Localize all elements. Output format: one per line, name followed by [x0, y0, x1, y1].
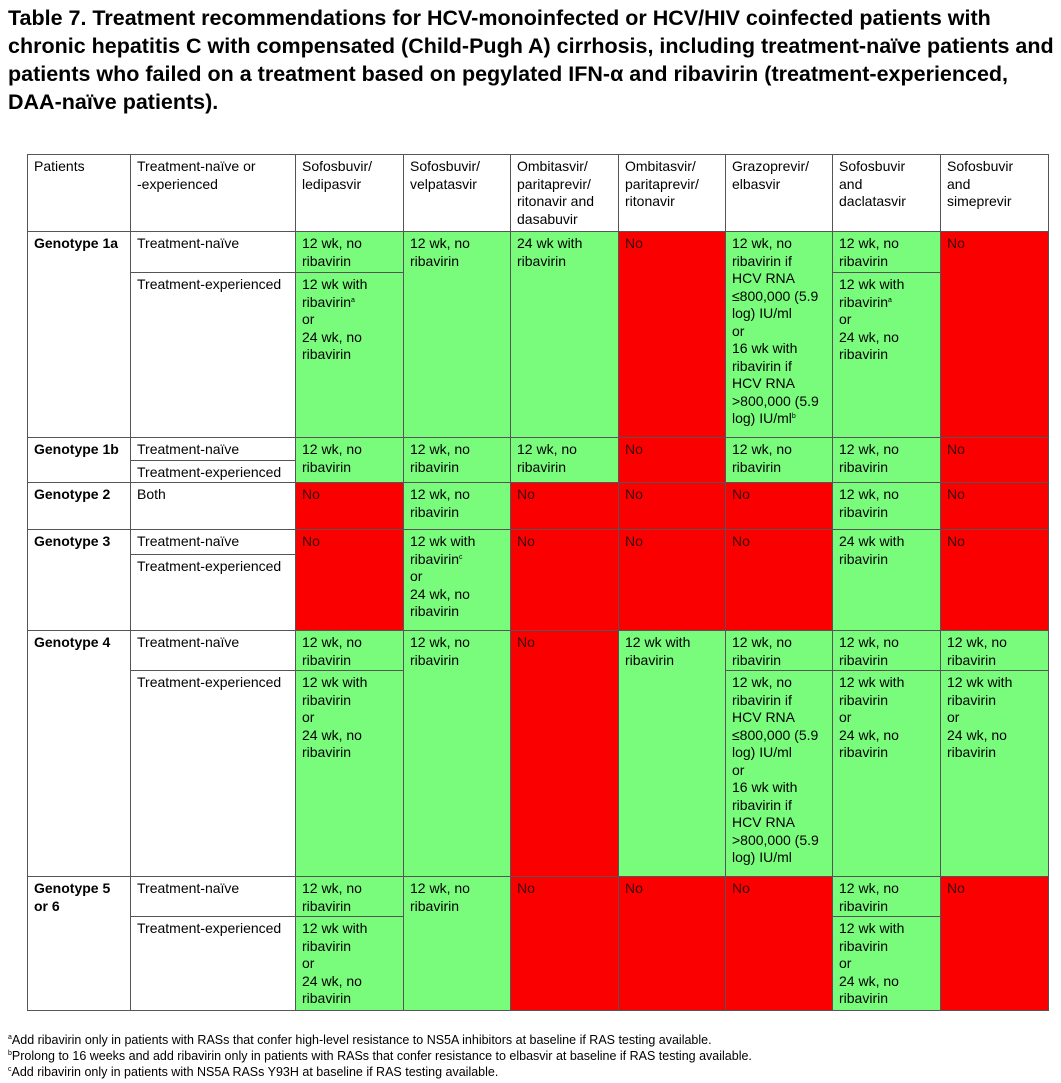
genotype-2-label: Genotype 2 — [28, 483, 131, 530]
cell-not-recommended: No — [511, 877, 619, 1011]
cell-recommended: 12 wk, no ribavirin — [404, 483, 511, 530]
genotype-1a-label: Genotype 1a — [28, 232, 131, 438]
status-naive: Treatment-naïve — [131, 877, 296, 917]
cell-not-recommended: No — [726, 530, 833, 631]
cell-not-recommended: No — [619, 483, 726, 530]
cell-not-recommended: No — [726, 483, 833, 530]
cell-not-recommended: No — [941, 877, 1049, 1011]
cell-recommended: 12 wk with ribavirin — [619, 631, 726, 877]
cell-not-recommended: No — [726, 877, 833, 1011]
status-naive: Treatment-naïve — [131, 631, 296, 671]
cell-recommended: 12 wk, no ribavirin — [833, 631, 941, 671]
header-patients: Patients — [28, 155, 131, 232]
cell-not-recommended: No — [941, 483, 1049, 530]
cell-not-recommended: No — [296, 483, 404, 530]
footnote-marker-c: c — [8, 1066, 12, 1073]
cell-recommended: 12 wk with ribavirin or 24 wk, no ribavirin — [296, 917, 404, 1011]
footnote-marker-a: a — [8, 1034, 12, 1041]
cell-recommended: 12 wk with ribavirin$^c$ or 24 wk, no ribavirin — [404, 530, 511, 631]
table-row — [28, 530, 1049, 555]
genotype-5-6-label: Genotype 5 or 6 — [28, 877, 131, 1011]
cell-not-recommended: No — [296, 530, 404, 631]
cell-recommended: 12 wk, no ribavirin — [726, 631, 833, 671]
cell-recommended: 12 wk with ribavirin or 24 wk, no ribavirin — [941, 671, 1049, 877]
cell-recommended: 12 wk, no ribavirin — [833, 877, 941, 917]
cell-not-recommended: No — [941, 438, 1049, 483]
cell-recommended: 12 wk, no ribavirin — [296, 631, 404, 671]
cell-recommended: 12 wk, no ribavirin — [511, 438, 619, 483]
status-naive: Treatment-naïve — [131, 438, 296, 461]
table-row — [28, 438, 1049, 461]
cell-not-recommended: No — [619, 232, 726, 438]
footnote-mark-c: c — [459, 553, 463, 561]
cell-recommended: 12 wk with ribavirin or 24 wk, no ribavirin — [296, 671, 404, 877]
header-sofosbuvir-ledipasvir: Sofosbuvir/ ledipasvir — [296, 155, 404, 232]
status-both: Both — [131, 483, 296, 530]
status-experienced: Treatment-experienced — [131, 555, 296, 631]
cell-recommended: 24 wk with ribavirin — [833, 530, 941, 631]
footnote-a: $^a$Add ribavirin only in patients with RASs that confer high-level resistance to NS5A inhibitors at baseline if RAS testing available. — [8, 1033, 712, 1047]
table-title: Table 7. Treatment recommendations for HCV-monoinfected or HCV/HIV coinfected patients with chronic hepatitis C with compensated (Child-Pugh A) cirrhosis, including treatment-naïve patients and patients who failed on a treatment based on pegylated IFN-α and ribavirin (treatment-experienced, DAA-naïve patients). — [8, 6, 1054, 114]
table-row — [28, 483, 1049, 530]
status-naive: Treatment-naïve — [131, 232, 296, 273]
footnote-mark-b: b — [791, 413, 796, 420]
cell-recommended: 12 wk, no ribavirin — [404, 438, 511, 483]
footnotes — [8, 1032, 752, 1080]
cell-not-recommended: No — [511, 530, 619, 631]
treatment-table — [27, 154, 1049, 1011]
cell-recommended: 12 wk, no ribavirin if HCV RNA ≤800,000 (5.9 log) IU/ml or 16 wk with ribavirin if HCV RNA >800,000 (5.9 log) IU/ml — [726, 671, 833, 877]
cell-not-recommended: No — [941, 232, 1049, 438]
header-sofosbuvir-simeprevir: Sofosbuvir and simeprevir — [941, 155, 1049, 232]
cell-recommended: 12 wk with ribavirin$^a$ or 24 wk, no ribavirin — [296, 273, 404, 438]
cell-recommended: 12 wk, no ribavirin — [833, 438, 941, 483]
genotype-1b-label: Genotype 1b — [28, 438, 131, 483]
status-experienced: Treatment-experienced — [131, 671, 296, 877]
cell-recommended: 24 wk with ribavirin — [511, 232, 619, 438]
cell-recommended: 12 wk, no ribavirin — [404, 631, 511, 877]
cell-not-recommended: No — [511, 631, 619, 877]
cell-recommended: 12 wk with ribavirin or 24 wk, no ribavirin — [833, 671, 941, 877]
table-row — [28, 877, 1049, 917]
cell-recommended: 12 wk, no ribavirin — [296, 438, 404, 483]
cell-recommended: 12 wk, no ribavirin — [296, 232, 404, 273]
cell-recommended: 12 wk, no ribavirin — [296, 877, 404, 917]
footnote-mark-a: a — [888, 296, 892, 304]
cell-recommended: 12 wk, no ribavirin — [726, 438, 833, 483]
header-ombitasvir-dasabuvir: Ombitasvir/ paritaprevir/ ritonavir and dasabuvir — [511, 155, 619, 232]
footnote-c: $^c$Add ribavirin only in patients with NS5A RASs Y93H at baseline if RAS testing available. — [8, 1065, 499, 1079]
cell-not-recommended: No — [619, 438, 726, 483]
status-naive: Treatment-naïve — [131, 530, 296, 555]
cell-recommended: 12 wk, no ribavirin if HCV RNA ≤800,000 (5.9 log) IU/ml or 16 wk with ribavirin if HCV RNA >800,000 (5.9 log) $IU/ml^b$ — [726, 232, 833, 438]
footnote-marker-b: b — [8, 1050, 12, 1057]
status-experienced: Treatment-experienced — [131, 917, 296, 1011]
cell-recommended: 12 wk, no ribavirin — [404, 877, 511, 1011]
genotype-3-label: Genotype 3 — [28, 530, 131, 631]
header-grazoprevir-elbasvir: Grazoprevir/ elbasvir — [726, 155, 833, 232]
cell-not-recommended: No — [619, 877, 726, 1011]
cell-recommended: 12 wk, no ribavirin — [941, 631, 1049, 671]
header-sofosbuvir-daclatasvir: Sofosbuvir and daclatasvir — [833, 155, 941, 232]
header-status: Treatment-naïve or -experienced — [131, 155, 296, 232]
cell-recommended: 12 wk with ribavirin$^a$ or 24 wk, no ribavirin — [833, 273, 941, 438]
header-row — [28, 155, 1049, 232]
footnote-b: $^b$Prolong to 16 weeks and add ribavirin only in patients with RASs that confer resistance to elbasvir at baseline if RAS testing available. — [8, 1049, 752, 1063]
cell-recommended: 12 wk, no ribavirin — [833, 232, 941, 273]
status-experienced: Treatment-experienced — [131, 461, 296, 483]
cell-not-recommended: No — [619, 530, 726, 631]
status-experienced: Treatment-experienced — [131, 273, 296, 438]
genotype-4-label: Genotype 4 — [28, 631, 131, 877]
cell-recommended: 12 wk, no ribavirin — [404, 232, 511, 438]
cell-not-recommended: No — [511, 483, 619, 530]
cell-not-recommended: No — [941, 530, 1049, 631]
cell-recommended: 12 wk with ribavirin or 24 wk, no ribavirin — [833, 917, 941, 1011]
header-sofosbuvir-velpatasvir: Sofosbuvir/ velpatasvir — [404, 155, 511, 232]
table-row — [28, 232, 1049, 273]
table-row — [28, 631, 1049, 671]
header-ombitasvir-paritaprevir: Ombitasvir/ paritaprevir/ ritonavir — [619, 155, 726, 232]
cell-recommended: 12 wk, no ribavirin — [833, 483, 941, 530]
footnote-mark-a: a — [351, 296, 355, 304]
